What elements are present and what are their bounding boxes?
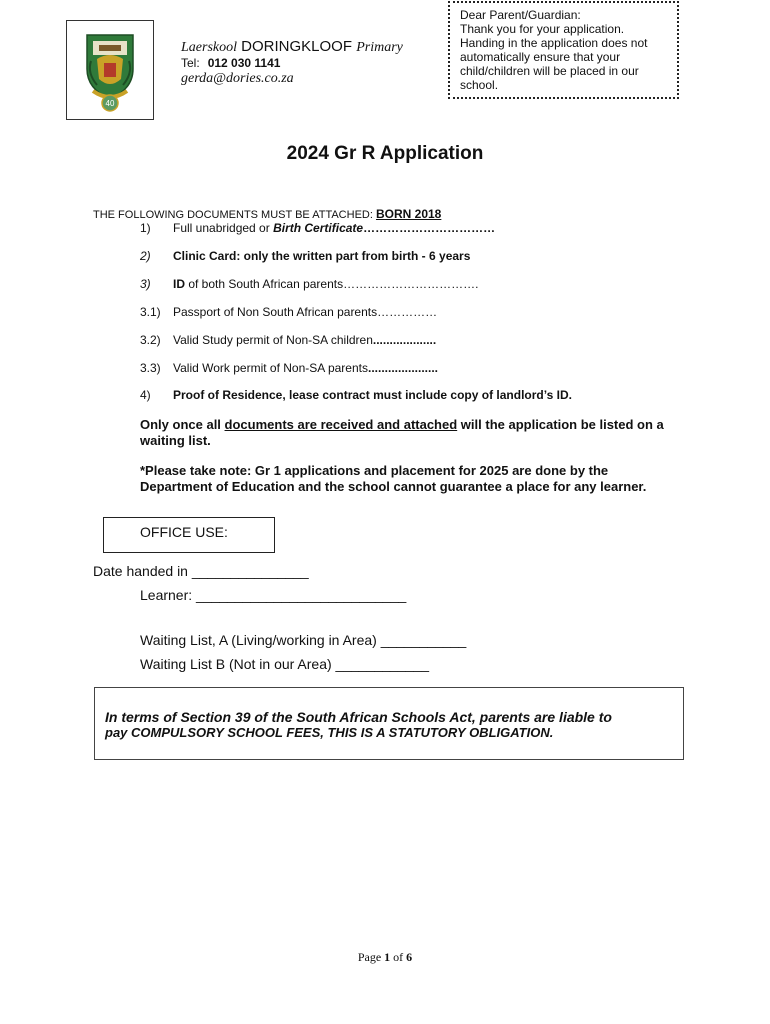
notice-line: child/children will be placed in our bbox=[460, 64, 639, 78]
notice-line: automatically ensure that your bbox=[460, 50, 621, 64]
item-text: Proof of Residence, lease contract must include copy of landlord’s ID. bbox=[173, 388, 572, 402]
notice-line: school. bbox=[460, 78, 499, 92]
item-number: 3) bbox=[140, 277, 151, 291]
waiting-list-a-field: Waiting List, A (Living/working in Area) ___________ bbox=[140, 632, 467, 648]
item-number: 3.2) bbox=[140, 333, 161, 347]
item-number: 4) bbox=[140, 388, 151, 402]
item-number: 1) bbox=[140, 221, 151, 235]
tel-label: Tel: bbox=[181, 56, 200, 70]
list-item bbox=[140, 388, 572, 402]
item-text: Valid Work permit of Non-SA parents bbox=[173, 361, 368, 375]
item-text: Full unabridged or bbox=[173, 221, 274, 235]
item-dots: ……………………………. bbox=[343, 277, 479, 291]
school-name bbox=[181, 38, 403, 56]
list-item bbox=[140, 249, 470, 263]
item-dots: …………… bbox=[377, 305, 438, 319]
notice-line: Dear Parent/Guardian: bbox=[460, 8, 581, 22]
tel-number: 012 030 1141 bbox=[207, 56, 281, 70]
legal-line: pay COMPULSORY SCHOOL FEES, THIS IS A STATUTORY OBLIGATION. bbox=[105, 725, 554, 740]
office-use-label: OFFICE USE: bbox=[140, 524, 228, 540]
legal-notice-box bbox=[94, 687, 684, 760]
office-use-box bbox=[103, 517, 275, 553]
item-dots: …………………………… bbox=[363, 221, 496, 235]
born-year: BORN 2018 bbox=[375, 207, 442, 221]
list-item bbox=[140, 305, 437, 319]
school-name-main: DORINGKLOOF bbox=[241, 38, 353, 55]
school-phone bbox=[181, 56, 280, 70]
school-crest-icon bbox=[77, 29, 143, 113]
total-pages: 6 bbox=[406, 950, 413, 964]
current-page: 1 bbox=[384, 950, 391, 964]
waiting-list-b-field: Waiting List B (Not in our Area) ____________ bbox=[140, 656, 429, 672]
date-handed-field: Date handed in _______________ bbox=[93, 563, 309, 579]
underlined-phrase: documents are received and attached bbox=[224, 417, 458, 432]
item-number: 2) bbox=[140, 249, 151, 263]
page-number: Page 1 of 6 bbox=[357, 950, 413, 964]
school-suffix: Primary bbox=[356, 40, 403, 55]
item-number: 3.3) bbox=[140, 361, 161, 375]
school-prefix: Laerskool bbox=[181, 40, 237, 55]
documents-heading bbox=[93, 207, 441, 221]
item-text: of both South African parents bbox=[185, 277, 344, 291]
notice-line: Thank you for your application. bbox=[460, 22, 625, 36]
school-email: gerda@dories.co.za bbox=[181, 71, 294, 86]
page-title: 2024 Gr R Application bbox=[286, 143, 484, 164]
learner-field: Learner: ___________________________ bbox=[140, 587, 407, 603]
waiting-list-note: Only once all documents are received and attached will the application be listed on a waiting list. bbox=[140, 417, 664, 448]
list-item bbox=[140, 361, 438, 375]
grade1-note: *Please take note: Gr 1 applications and placement for 2025 are done by the Department of Education and the school cannot guarantee a place for any learner. bbox=[140, 463, 647, 494]
item-dots: ..................... bbox=[367, 361, 438, 375]
parent-notice-box bbox=[448, 1, 679, 99]
list-item bbox=[140, 277, 478, 291]
list-item bbox=[140, 221, 495, 235]
item-text: Passport of Non South African parents bbox=[173, 305, 378, 319]
documents-heading-text: THE FOLLOWING DOCUMENTS MUST BE ATTACHED: bbox=[93, 209, 373, 221]
legal-line: In terms of Section 39 of the South African Schools Act, parents are liable to bbox=[105, 709, 612, 725]
item-number: 3.1) bbox=[140, 305, 161, 319]
item-bold: ID bbox=[173, 277, 185, 291]
crest-number: 40 bbox=[105, 99, 115, 108]
item-text: Valid Study permit of Non-SA children bbox=[173, 333, 373, 347]
list-item bbox=[140, 333, 436, 347]
school-logo-frame bbox=[66, 20, 154, 120]
item-bold: Birth Certificate bbox=[273, 221, 364, 235]
item-text: Clinic Card: only the written part from birth - 6 years bbox=[173, 249, 471, 263]
item-dots: ................... bbox=[372, 333, 437, 347]
notice-line: Handing in the application does not bbox=[460, 36, 648, 50]
